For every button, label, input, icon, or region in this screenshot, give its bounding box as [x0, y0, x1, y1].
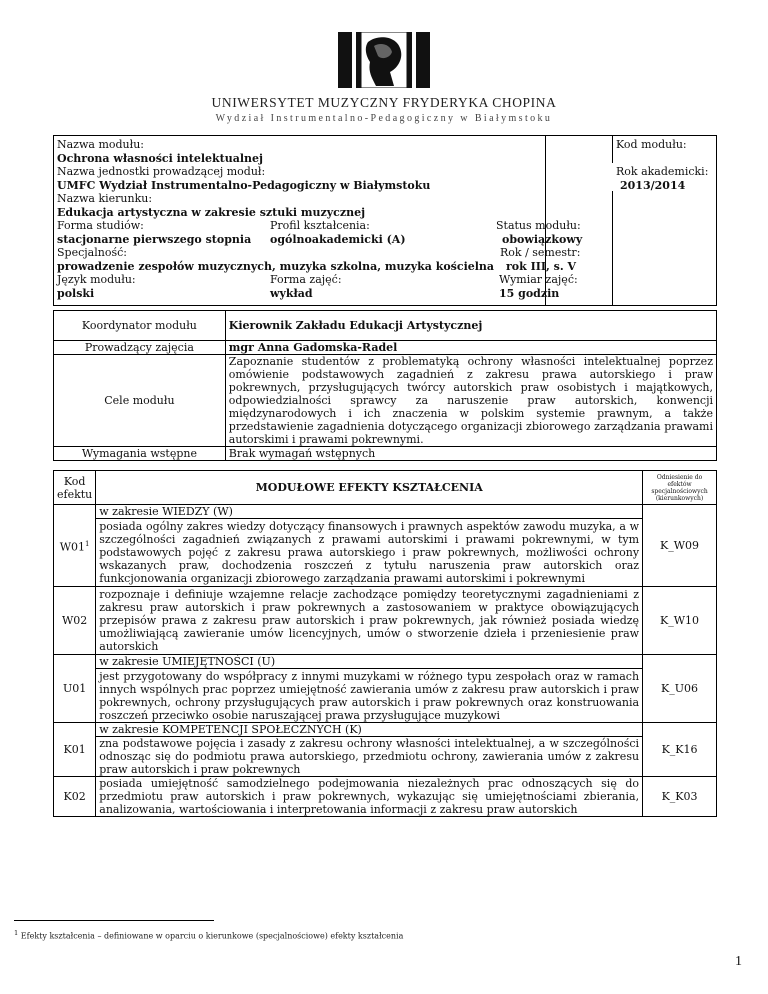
academic-year-label: Rok akademicki:: [616, 165, 709, 178]
footnote-mark: 1: [14, 929, 19, 937]
coordinator-value: Kierownik Zakładu Edukacji Artystycznej: [225, 311, 716, 341]
k02-ref: K_K03: [643, 777, 717, 817]
language-label: Język modułu:: [57, 273, 136, 286]
lecturer-label: Prowadzący zajęcia: [54, 341, 226, 355]
academic-year-value: 2013/2014: [620, 179, 686, 192]
k02-code: K02: [54, 777, 96, 817]
module-status-value: obowiązkowy: [502, 233, 583, 246]
module-status-label: Status modułu:: [496, 219, 581, 232]
faculty-name: Wydział Instrumentalno-Pedagogiczny w Białymstoku: [215, 113, 553, 124]
skills-heading: w zakresie UMIEJĘTNOŚCI (U): [96, 655, 643, 669]
knowledge-heading-row: [54, 505, 717, 519]
learning-effects-table: [53, 470, 717, 817]
semester-value: rok III, s. V: [506, 260, 577, 273]
profile-label: Profil kształcenia:: [270, 219, 370, 232]
lecturer-row: [54, 341, 717, 355]
field-label: Nazwa kierunku:: [57, 192, 153, 205]
w01-row: [54, 519, 717, 587]
coordinator-row: [54, 311, 717, 341]
w02-text: rozpoznaje i definiuje wzajemne relacje zachodzące pomiędzy teoretycznymi zagadnieniami z zakresu praw autorskich i praw pokrewnych a zastosowaniem w praktyce obowiązujących przepisów prawa z zakresu praw autorskich i praw pokrewnych, jak również posiada wiedzę umożliwiającą zawieranie umów licencyjnych, umów o stworzenie dzieła i przeniesienie praw autorskich: [96, 587, 643, 655]
w01-code: $W01^1$: [54, 505, 96, 587]
module-code-label: Kod modułu:: [616, 138, 687, 151]
module-name-label: Nazwa modułu:: [57, 138, 144, 151]
u01-row: [54, 669, 717, 723]
k02-text: posiada umiejętność samodzielnego podejmowania niezależnych prac odnoszących się do przedmiotu praw autorskich i praw pokrewnych, wykazując się umiejętnościami zbierania, analizowania, wartościowania i interpretowania informacji z zakresu praw autorskich: [96, 777, 643, 817]
u01-code: U01: [54, 655, 96, 723]
field-value: Edukacja artystyczna w zakresie sztuki muzycznej: [57, 206, 366, 219]
requirements-value: Brak wymagań wstępnych: [225, 447, 716, 461]
unit-label: Nazwa jednostki prowadzącej moduł:: [57, 165, 266, 178]
module-details-table: [53, 310, 717, 461]
specialty-value: prowadzenie zespołów muzycznych, muzyka szkolna, muzyka kościelna: [57, 260, 495, 273]
footnote: [14, 927, 403, 943]
hours-label: Wymiar zajęć:: [499, 273, 578, 286]
requirements-label: Wymagania wstępne: [54, 447, 226, 461]
w01-ref: K_W09: [643, 505, 717, 587]
k01-row: [54, 737, 717, 777]
hours-value: 15 godzin: [499, 287, 560, 300]
module-name: Ochrona własności intelektualnej: [57, 152, 264, 165]
class-form-value: wykład: [270, 287, 313, 300]
university-logo: [338, 32, 430, 88]
goals-value: Zapoznanie studentów z problematyką ochrony własności intelektualnej poprzez omówienie podstawowych zagadnień z zakresu prawa autorskiego i praw pokrewnych, przysługujących twórcy autorskich praw osobistych i majątkowych, odpowiedzialności sprawcy za naruszenie praw autorskich, konwencji międzynarodowych i ich znaczenia w polskim systemie prawnym, a także przedstawienie zagadnienia dotyczącego organizacji zbiorowego zarządzania prawami autorskimi i prawami pokrewnymi.: [225, 355, 716, 447]
lecturer-value: mgr Anna Gadomska-Radel: [225, 341, 716, 355]
language-value: polski: [57, 287, 95, 300]
u01-ref: K_U06: [643, 655, 717, 723]
footnote-separator: [14, 920, 214, 921]
knowledge-heading: w zakresie WIEDZY (W): [96, 505, 643, 519]
goals-label: Cele modułu: [54, 355, 226, 447]
w01-text: posiada ogólny zakres wiedzy dotyczący finansowych i prawnych aspektów zawodu muzyka, a w szczególności zagadnień związanych z prawami autorskimi i prawami pokrewnymi, w tym podstawowych pojęć z zakresu prawa autorskiego i praw pokrewnych, możliwości ochrony wskazanych praw, dochodzenia roszczeń z tytułu naruszenia praw autorskich oraz funkcjonowania organizacji zbiorowego zarządzania prawami autorskimi i pokrewnymi: [96, 519, 643, 587]
requirements-row: [54, 447, 717, 461]
study-form-label: Forma studiów:: [57, 219, 144, 232]
k01-code: K01: [54, 723, 96, 777]
u01-text: jest przygotowany do współpracy z innymi muzykami w różnego typu zespołach oraz w ramach innych wspólnych prac poprzez umiejętność zawierania umów z zakresu praw autorskich i praw pokrewnych, ochrony przysługujących praw autorskich i praw pokrewnych oraz konstruowania roszczeń przeciwko osobie naruszającej prawa przysługujące muzykowi: [96, 669, 643, 723]
unit-value: UMFC Wydział Instrumentalno-Pedagogiczny w Białymstoku: [57, 179, 431, 192]
effects-header-row: [54, 471, 717, 505]
study-form-value: stacjonarne pierwszego stopnia: [57, 233, 252, 246]
w02-row: [54, 587, 717, 655]
k01-text: zna podstawowe pojęcia i zasady z zakresu ochrony własności intelektualnej, a w szczególności odnosząc się do podmiotu prawa autorskiego, przedmiotu ochrony, zawierania umów z zakresu praw autorskich i praw pokrewnych: [96, 737, 643, 777]
module-info-box: [53, 135, 717, 306]
w02-code: W02: [54, 587, 96, 655]
footnote-text: Efekty kształcenia – definiowane w oparciu o kierunkowe (specjalnościowe) efekty kształcenia: [20, 931, 404, 941]
semester-label: Rok / semestr:: [500, 246, 581, 259]
effects-reference-header: Odniesienie do efektów specjalnościowych (kierunkowych): [643, 471, 717, 505]
goals-row: [54, 355, 717, 447]
class-form-label: Forma zajęć:: [270, 273, 342, 286]
effect-code-header: Kod efektu: [54, 471, 96, 505]
competence-heading: w zakresie KOMPETENCJI SPOŁECZNYCH (K): [96, 723, 643, 737]
k02-row: [54, 777, 717, 817]
skills-heading-row: [54, 655, 717, 669]
effects-title: MODUŁOWE EFEKTY KSZTAŁCENIA: [96, 471, 643, 505]
page-number: 1: [735, 954, 742, 969]
k01-ref: K_K16: [643, 723, 717, 777]
specialty-label: Specjalność:: [57, 246, 127, 259]
competence-heading-row: [54, 723, 717, 737]
university-name: UNIWERSYTET MUZYCZNY FRYDERYKA CHOPINA: [211, 95, 557, 110]
profile-value: ogólnoakademicki (A): [270, 233, 406, 246]
w02-ref: K_W10: [643, 587, 717, 655]
coordinator-label: Koordynator modułu: [54, 311, 226, 341]
